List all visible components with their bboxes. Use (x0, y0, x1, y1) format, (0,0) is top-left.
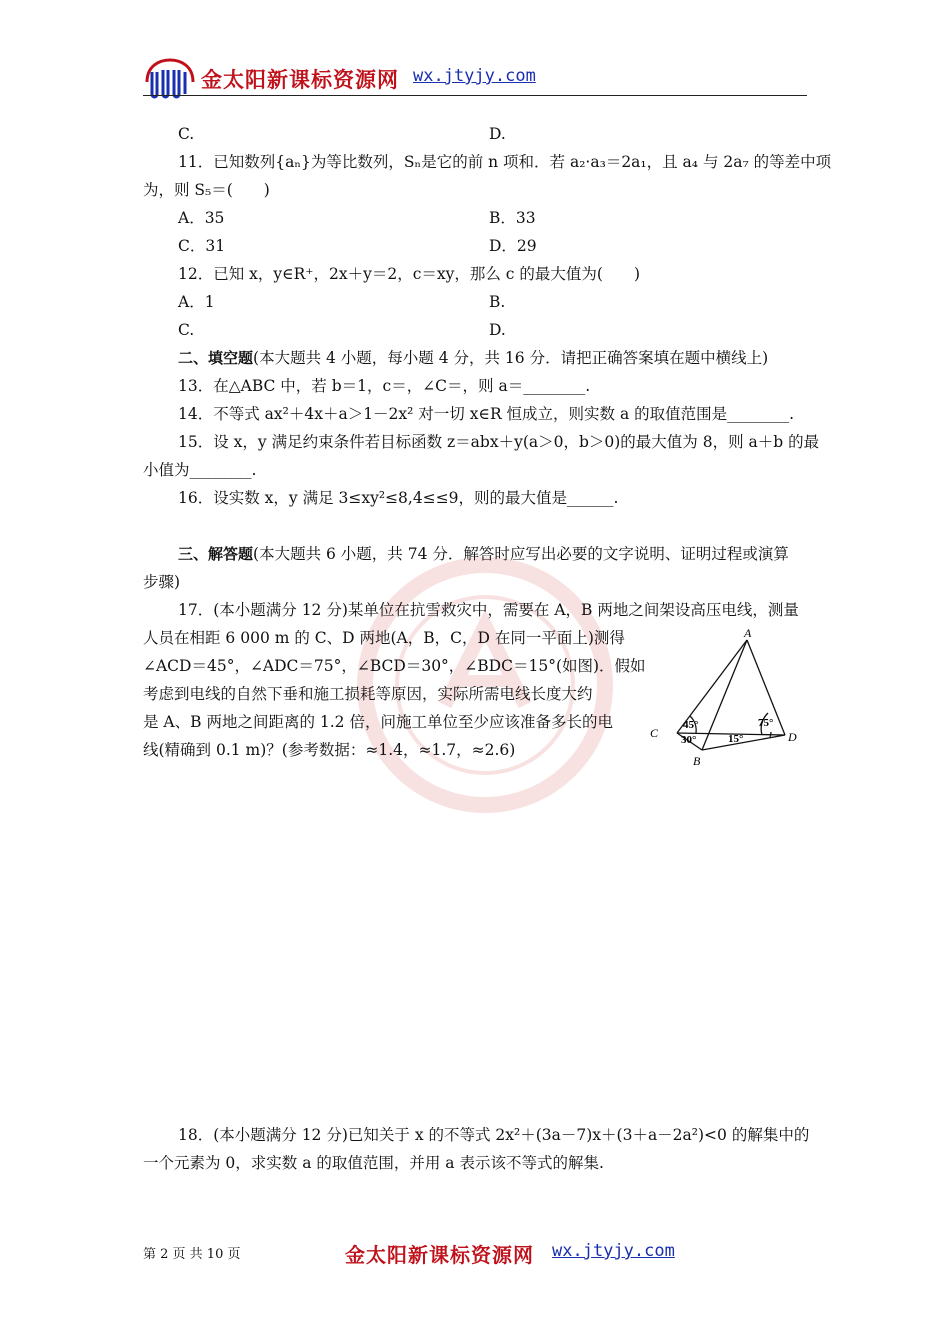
option-c-q10: C. (178, 125, 195, 143)
question-15-text: 15．设 x，y 满足约束条件若目标函数 z＝abx＋y(a＞0，b＞0)的最大值为 8，则 a＋b 的最 (178, 433, 820, 451)
option-a-q11: A．35 (178, 209, 225, 227)
segment-bd (702, 735, 785, 750)
section-2-heading (178, 348, 768, 368)
section-3-heading (178, 544, 789, 564)
option-c-q11: C．31 (178, 237, 226, 255)
section-2-title: 二、填空题 (178, 349, 254, 367)
option-c-q12: C. (178, 321, 195, 339)
point-b-label: B (693, 754, 701, 768)
point-a-label: A (744, 626, 752, 640)
angle-adc-label: 75° (758, 717, 774, 729)
question-17-text-line4: 考虑到电线的自然下垂和施工损耗等原因，实际所需电线长度大约 (143, 685, 593, 703)
question-14-text: 14．不等式 ax²＋4x＋a＞1－2x² 对一切 x∈R 恒成立，则实数 a 的取值范围是________. (178, 405, 795, 423)
question-17-figure (650, 625, 825, 770)
question-15-text-cont: 小值为________. (143, 461, 257, 479)
option-d-q10: D. (489, 125, 506, 143)
angle-bcd-label: 30° (681, 734, 697, 746)
question-17-text-line5: 是 A、B 两地之间距离的 1.2 倍，问施工单位至少应该准备多长的电 (143, 713, 613, 731)
page-header (143, 56, 807, 98)
option-b-q11: B．33 (489, 209, 536, 227)
question-17-text-line3: ∠ACD＝45°，∠ADC＝75°，∠BCD＝30°，∠BDC＝15°(如图)．假如 (143, 657, 646, 675)
point-d-label: D (788, 730, 797, 744)
question-16-text: 16．设实数 x，y 满足 3≤xy²≤8,4≤≤9，则的最大值是______. (178, 489, 619, 507)
point-c-label: C (650, 726, 659, 740)
question-11-text: 11．已知数列{aₙ}为等比数列，Sₙ是它的前 n 项和．若 a₂·a₃＝2a₁，且 a₄ 与 2a₇ 的等差中项 (178, 153, 832, 171)
question-11-text-cont: 为，则 S₅＝( ) (143, 181, 270, 199)
header-divider (143, 95, 807, 96)
question-17-text-line2: 人员在相距 6 000 m 的 C、D 两地(A，B，C，D 在同一平面上)测得 (143, 629, 625, 647)
footer-url-link[interactable]: wx.jtyjy.com (552, 1241, 675, 1261)
question-12-text: 12．已知 x，y∈R⁺，2x＋y＝2，c＝xy，那么 c 的最大值为( ) (178, 265, 641, 283)
question-17-text: 17．(本小题满分 12 分)某单位在抗雪救灾中，需要在 A，B 两地之间架设高压电线，测量 (178, 601, 799, 619)
option-b-q12: B. (489, 293, 506, 311)
site-url-link[interactable]: wx.jtyjy.com (413, 66, 536, 86)
option-d-q12: D. (489, 321, 506, 339)
footer-brand-name: 金太阳新课标资源网 (345, 1243, 534, 1267)
angle-bdc-label: 15° (728, 733, 744, 745)
section-3-title: 三、解答题 (178, 545, 254, 563)
section-3-instructions-cont: 步骤) (143, 573, 181, 591)
section-2-instructions: (本大题共 4 小题，每小题 4 分，共 16 分．请把正确答案填在题中横线上) (253, 349, 769, 367)
page-number: 第 2 页 共 10 页 (143, 1247, 241, 1262)
publisher-logo-icon (143, 56, 197, 100)
angle-acd-label: 45° (683, 719, 699, 731)
section-3-instructions: (本大题共 6 小题，共 74 分．解答时应写出必要的文字说明、证明过程或演算 (253, 545, 789, 563)
brand-name: 金太阳新课标资源网 (201, 67, 399, 92)
question-18-text: 18．(本小题满分 12 分)已知关于 x 的不等式 2x²＋(3a－7)x＋(3＋a－2a²)<0 的解集中的 (178, 1126, 810, 1144)
question-13-text: 13．在△ABC 中，若 b＝1，c＝，∠C＝，则 a＝________. (178, 377, 591, 395)
question-18-text-cont: 一个元素为 0，求实数 a 的取值范围，并用 a 表示该不等式的解集. (143, 1154, 604, 1172)
option-a-q12: A．1 (178, 293, 215, 311)
question-17-text-line6: 线(精确到 0.1 m)？(参考数据：≈1.4，≈1.7，≈2.6) (143, 741, 516, 759)
option-d-q11: D．29 (489, 237, 537, 255)
